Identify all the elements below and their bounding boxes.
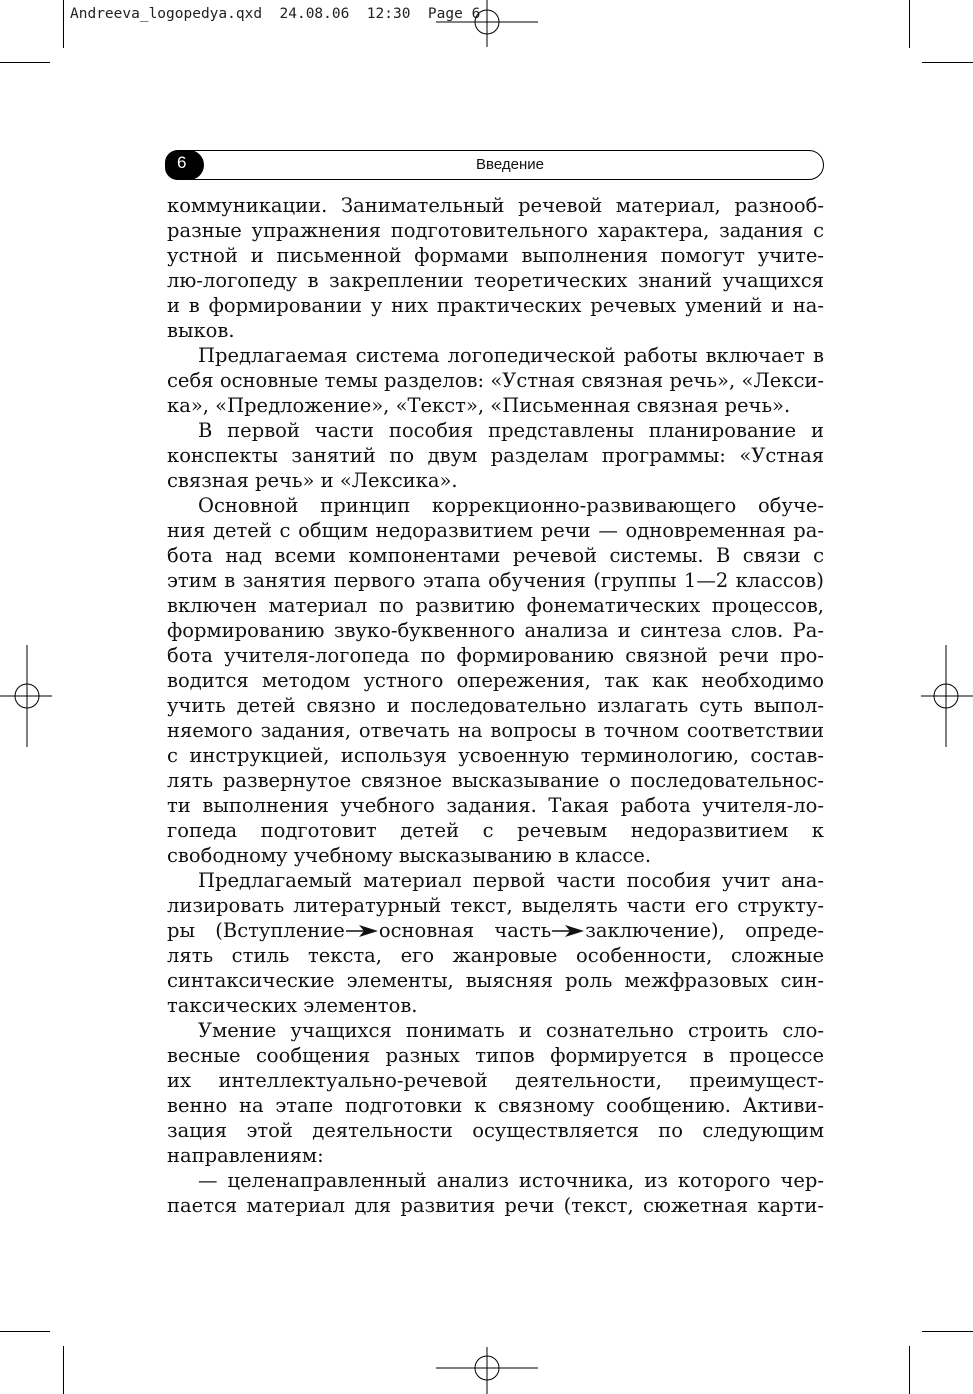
text-line: учить детей связно и последовательно излагать суть выпол- [167,694,824,717]
text-line: зация этой деятельности осуществляется по следующим [167,1119,824,1142]
text-line: — целенаправленный анализ источника, из которого чер- [198,1169,824,1192]
text-line: устной и письменной формами выполнения помогут учите- [167,244,824,267]
text-line: выков. [167,319,235,342]
text-fragment: заключение), опреде- [585,919,824,942]
text-line: синтаксические элементы, выясняя роль межфразовых син- [167,969,824,992]
text-line: с инструкцией, используя усвоенную терминологию, состав- [167,744,824,767]
text-line: весные сообщения разных типов формируется в процессе [167,1044,824,1067]
text-line: и в формировании у них практических речевых умений и на- [167,294,824,317]
registration-mark-bottom [436,1346,538,1394]
text-line: лизировать литературный текст, выделять части его структу- [167,894,824,917]
crop-mark-bottom-right-vertical [909,1346,910,1394]
text-line: Умение учащихся понимать и сознательно строить сло- [198,1019,824,1042]
text-fragment: основная часть [378,919,552,942]
text-line: гопеда подготовит детей с речевым недоразвитием к [167,819,824,842]
text-line: коммуникации. Занимательный речевой материал, разнооб- [167,194,824,217]
text-line: няемого задания, отвечать на вопросы в точном соответствии [167,719,824,742]
text-line: бота учителя-логопеда по формированию связной речи про- [167,644,824,667]
text-line: формированию звуко-буквенного анализа и синтеза слов. Ра- [167,619,824,642]
text-line: бота над всеми компонентами речевой системы. В связи с [167,544,824,567]
text-fragment: ры (Вступление [167,919,345,942]
text-line: ка», «Предложение», «Текст», «Письменная связная речь». [167,394,791,417]
text-line: лять стиль текста, его жанровые особенности, сложные [167,944,824,967]
text-line: Предлагаемый материал первой части пособия учит ана- [198,869,824,892]
text-line: разные упражнения подготовительного характера, задания с [167,219,824,242]
text-line: связная речь» и «Лексика». [167,469,458,492]
crop-mark-bottom-left-vertical [63,1346,64,1394]
text-line: пается материал для развития речи (текст, сюжетная карти- [167,1194,824,1217]
text-line: таксических элементов. [167,994,418,1017]
text-line: венно на этапе подготовки к связному сообщению. Активи- [167,1094,824,1117]
text-line: Основной принцип коррекционно-развивающего обуче- [198,494,824,517]
text-line: ти выполнения учебного задания. Такая работа учителя-ло- [167,794,824,817]
text-line: водится методом устного опережения, так как необходимо [167,669,824,692]
text-line: направлениям: [167,1144,324,1167]
text-line: свободному учебному высказыванию в классе. [167,844,652,867]
text-line: Предлагаемая система логопедической работы включает в [198,344,824,367]
text-line: В первой части пособия представлены планирование и [198,419,824,442]
slug-line: Andreeva_logopedya.qxd 24.08.06 12:30 Page 6 [70,6,481,22]
text-line: себя основные темы разделов: «Устная связная речь», «Лекси- [167,369,824,392]
crop-mark-top-left-horizontal [0,62,50,63]
registration-mark-top [436,0,538,48]
registration-mark-right [921,645,973,747]
text-line: лю-логопеду в закреплении теоретических знаний учащихся [167,269,824,292]
running-header-title: Введение [476,156,544,173]
text-line: лять развернутое связное высказывание о последовательнос- [167,769,824,792]
crop-mark-top-left-vertical [63,0,64,48]
text-line: конспекты занятий по двум разделам программы: «Устная [167,444,824,467]
text-line: этим в занятия первого этапа обучения (группы 1—2 классов) [167,569,824,592]
text-line: включен материал по развитию фонематических процессов, [167,594,824,617]
crop-mark-top-right-vertical [909,0,910,48]
text-line: ния детей с общим недоразвитием речи — одновременная ра- [167,519,824,542]
body-text [167,193,824,1218]
crop-mark-top-right-horizontal [922,62,973,63]
crop-mark-bottom-right-horizontal [922,1331,973,1332]
text-line-with-arrows [167,918,824,943]
crop-mark-bottom-left-horizontal [0,1331,50,1332]
registration-mark-left [0,645,52,747]
arrow-right-icon [551,924,585,938]
text-line: их интеллектуально-речевой деятельности, преимущест- [167,1069,824,1092]
arrow-right-icon [345,924,379,938]
page-number: 6 [165,150,204,180]
